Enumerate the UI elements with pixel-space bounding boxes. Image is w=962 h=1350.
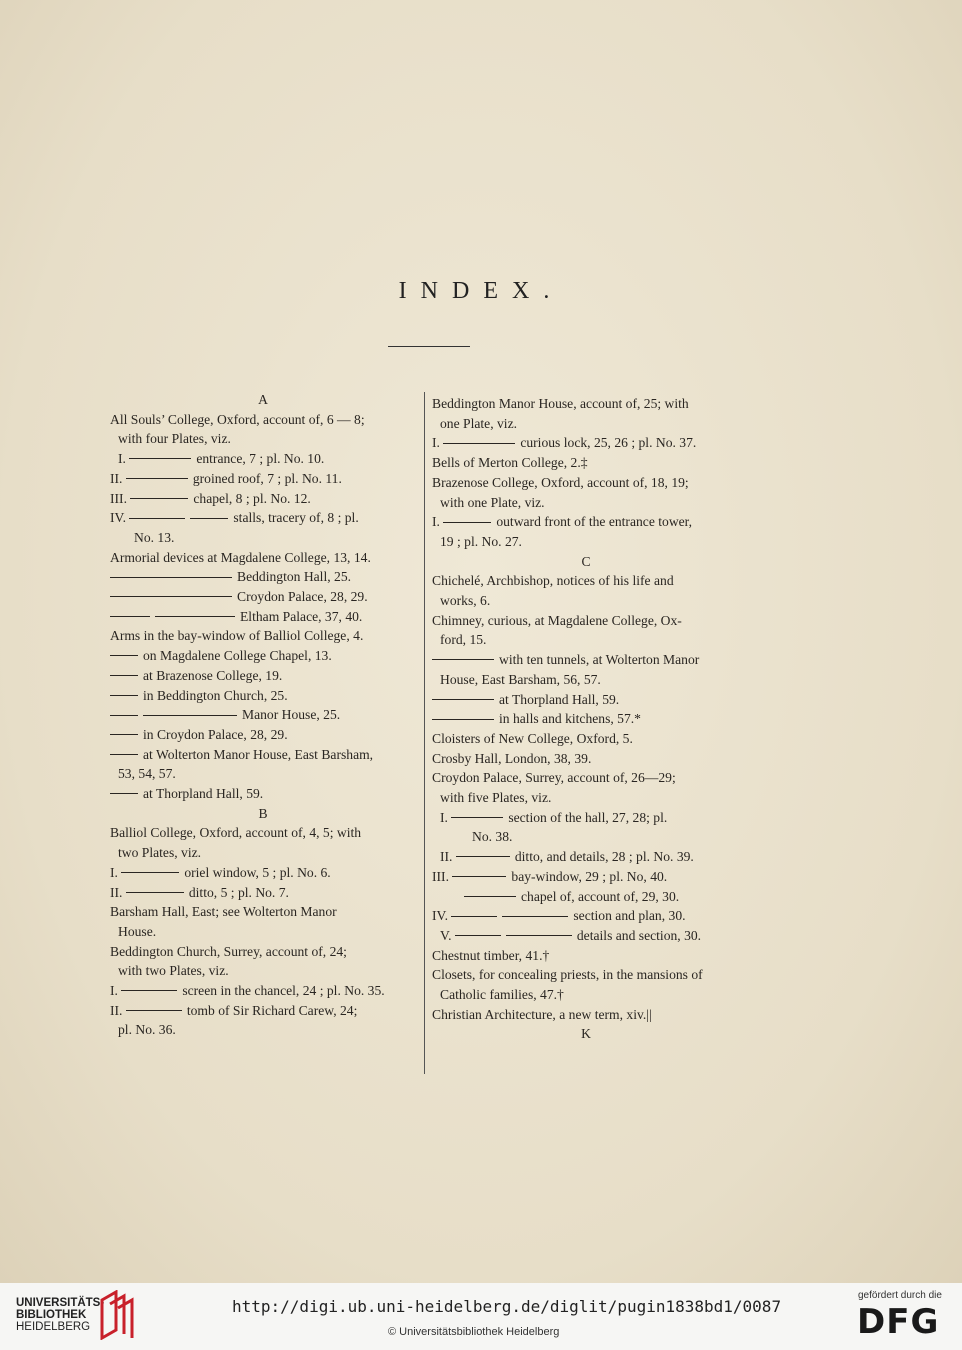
- entry-text: pl. No. 36.: [118, 1022, 176, 1038]
- plate-numeral: III.: [432, 868, 453, 884]
- index-entry-line: [118, 451, 324, 467]
- ditto-rule: [443, 443, 515, 444]
- entry-text: oriel window, 5 ; pl. No. 6.: [184, 864, 331, 880]
- index-entry-line: [118, 845, 201, 861]
- plate-numeral: II.: [440, 849, 456, 865]
- entry-text: Beddington Hall, 25.: [237, 569, 352, 585]
- entry-text: Beddington Manor House, account of, 25; with: [432, 396, 689, 411]
- index-entry-line: [110, 550, 371, 566]
- index-entry-line: [432, 948, 549, 964]
- ditto-rule: [443, 522, 491, 523]
- index-entry-line: [440, 593, 490, 609]
- index-title: INDEX.: [398, 278, 564, 304]
- entry-text: entrance, 7 ; pl. No. 10.: [196, 451, 325, 467]
- index-entry-line: [432, 770, 676, 786]
- ditto-rule: [432, 719, 494, 720]
- ditto-rule: [110, 596, 232, 597]
- entry-text: 19 ; pl. No. 27.: [440, 533, 522, 549]
- index-entry-line: [110, 747, 373, 763]
- ub-line-2: BIBLIOTHEK: [16, 1309, 87, 1321]
- entry-text: A: [258, 392, 268, 407]
- entry-text: in Beddington Church, 25.: [143, 687, 288, 703]
- index-section-letter: [432, 554, 740, 570]
- entry-text: House.: [118, 923, 157, 939]
- plate-numeral: I.: [118, 451, 130, 467]
- entry-text: Croydon Palace, 28, 29.: [237, 589, 368, 604]
- ditto-rule: [110, 577, 232, 578]
- ditto-rule: [452, 876, 506, 877]
- entry-text: outward front of the entrance tower,: [496, 514, 693, 530]
- ditto-rule: [126, 892, 184, 893]
- index-entry-line: [432, 692, 619, 708]
- entry-text: House, East Barsham, 56, 57.: [440, 671, 601, 687]
- index-entry-line: [118, 1022, 176, 1038]
- ub-line-1: UNIVERSITÄTS-: [16, 1297, 105, 1309]
- index-entry-line: [110, 707, 340, 723]
- index-entry-line: [440, 534, 522, 550]
- entry-text: Bells of Merton College, 2.‡: [432, 455, 588, 471]
- index-entry-line: [432, 869, 667, 885]
- plate-numeral: I.: [110, 864, 122, 880]
- index-entry-line: [110, 825, 361, 841]
- entry-text: Brazenose College, Oxford, account of, 18, 19;: [432, 474, 689, 490]
- index-entry-line: [110, 510, 359, 526]
- entry-text: ford, 15.: [440, 632, 487, 648]
- entry-text: Chichelé, Archbishop, notices of his life and: [432, 573, 674, 589]
- entry-text: chapel, 8 ; pl. No. 12.: [193, 490, 311, 506]
- entry-text: Barsham Hall, East; see Wolterton Manor: [110, 904, 337, 920]
- ditto-rule: [121, 872, 179, 873]
- index-entry-line: [432, 573, 674, 589]
- index-entry-line: [432, 1007, 652, 1023]
- entry-text: at Brazenose College, 19.: [143, 667, 283, 683]
- ditto-rule: [110, 793, 138, 794]
- entry-text: Closets, for concealing priests, in the mansions of: [432, 967, 703, 983]
- index-entry-line: [472, 829, 512, 845]
- entry-text: ditto, 5 ; pl. No. 7.: [188, 884, 289, 900]
- index-entry-line: [432, 652, 699, 668]
- plate-numeral: I.: [440, 809, 452, 825]
- entry-text: Cloisters of New College, Oxford, 5.: [432, 730, 633, 746]
- entry-text: stalls, tracery of, 8 ; pl.: [233, 510, 359, 526]
- entry-text: with four Plates, viz.: [118, 431, 231, 447]
- index-entry-line: [440, 495, 545, 511]
- index-entry-line: [432, 475, 689, 491]
- ditto-rule: [121, 990, 177, 991]
- entry-text: chapel of, account of, 29, 30.: [521, 888, 680, 904]
- index-entry-line: [464, 889, 679, 905]
- ditto-rule: [502, 916, 568, 917]
- plate-numeral: II.: [110, 884, 126, 900]
- entry-text: at Thorpland Hall, 59.: [143, 786, 264, 801]
- entry-text: details and section, 30.: [576, 927, 702, 943]
- entry-text: Armorial devices at Magdalene College, 13, 14.: [110, 549, 371, 565]
- index-entry-line: [440, 790, 551, 806]
- index-entry-line: [110, 688, 288, 704]
- entry-text: Arms in the bay-window of Balliol College, 4.: [110, 628, 364, 644]
- index-entry-line: [118, 766, 176, 782]
- ditto-rule: [110, 655, 138, 656]
- entry-text: Beddington Church, Surrey, account of, 24;: [110, 943, 347, 959]
- index-section-letter: [432, 1026, 740, 1042]
- ditto-rule: [456, 856, 510, 857]
- index-entry-line: [110, 491, 311, 507]
- entry-text: Eltham Palace, 37, 40.: [240, 608, 363, 624]
- index-entry-line: [110, 648, 332, 664]
- plate-numeral: V.: [440, 927, 455, 943]
- index-entry-line: [432, 731, 633, 747]
- ub-heidelberg-wordmark: [16, 1297, 104, 1333]
- index-entry-line: [110, 944, 347, 960]
- plate-numeral: I.: [432, 435, 444, 451]
- entry-text: in halls and kitchens, 57.*: [499, 711, 641, 727]
- plate-numeral: I.: [432, 514, 444, 530]
- index-entry-line: [432, 751, 591, 767]
- title-rule: [388, 346, 470, 347]
- index-entry-line: [110, 885, 289, 901]
- ditto-rule: [432, 659, 494, 660]
- entry-text: two Plates, viz.: [118, 845, 202, 861]
- entry-text: Croydon Palace, Surrey, account of, 26—29;: [432, 770, 676, 786]
- ditto-rule: [451, 817, 503, 818]
- index-entry-line: [432, 613, 682, 629]
- entry-text: in Croydon Palace, 28, 29.: [143, 726, 288, 742]
- ditto-rule: [464, 896, 516, 897]
- index-section-letter: [110, 806, 416, 822]
- plate-numeral: I.: [110, 983, 122, 998]
- plate-numeral: II.: [110, 1002, 126, 1018]
- entry-text: at Wolterton Manor House, East Barsham,: [143, 746, 374, 762]
- entry-text: tomb of Sir Richard Carew, 24;: [186, 1002, 358, 1018]
- entry-text: Christian Architecture, a new term, xiv.||: [432, 1006, 652, 1022]
- index-entry-line: [440, 849, 694, 865]
- index-entry-line: [110, 471, 342, 487]
- entry-text: groined roof, 7 ; pl. No. 11.: [192, 470, 342, 486]
- entry-text: Catholic families, 47.†: [440, 987, 564, 1002]
- ditto-rule: [451, 916, 497, 917]
- index-entry-line: [440, 632, 486, 648]
- index-entry-line: [432, 396, 689, 412]
- entry-text: section and plan, 30.: [573, 908, 686, 924]
- index-entry-line: [118, 431, 231, 447]
- footer-bar: [0, 1283, 962, 1350]
- index-entry-line: [110, 412, 365, 428]
- index-entry-line: [440, 928, 701, 944]
- ub-line-3: HEIDELBERG: [16, 1321, 91, 1333]
- plate-numeral: II.: [110, 470, 126, 486]
- entry-text: C: [581, 553, 591, 569]
- index-entry-line: [118, 924, 156, 940]
- index-entry-line: [110, 983, 385, 999]
- index-entry-line: [440, 416, 517, 432]
- entry-text: K: [581, 1026, 591, 1042]
- entry-text: with one Plate, viz.: [440, 494, 545, 510]
- entry-text: one Plate, viz.: [440, 415, 518, 431]
- column-divider: [424, 392, 425, 1074]
- ditto-rule: [126, 1010, 182, 1011]
- index-entry-line: [134, 530, 174, 546]
- ditto-rule: [155, 616, 235, 617]
- index-entry-line: [110, 589, 368, 605]
- page-url-link[interactable]: http://digi.ub.uni-heidelberg.de/diglit/pugin1838bd1/0087: [232, 1297, 782, 1316]
- entry-text: Chestnut timber, 41.†: [432, 947, 550, 963]
- index-entry-line: [110, 569, 351, 585]
- ub-book-logo-icon: [98, 1290, 138, 1340]
- index-entry-line: [432, 908, 686, 924]
- index-entry-line: [118, 963, 229, 979]
- entry-text: ditto, and details, 28 ; pl. No. 39.: [514, 849, 694, 865]
- index-entry-line: [440, 810, 667, 826]
- index-entry-line: [110, 628, 363, 644]
- index-entry-line: [110, 786, 263, 802]
- entry-text: Balliol College, Oxford, account of, 4, 5; with: [110, 825, 362, 841]
- entry-text: Chimney, curious, at Magdalene College, Ox-: [432, 612, 682, 628]
- index-entry-line: [110, 865, 331, 881]
- plate-numeral: IV.: [110, 510, 130, 526]
- entry-text: No. 38.: [472, 829, 513, 845]
- ditto-rule: [110, 695, 138, 696]
- plate-numeral: III.: [110, 490, 131, 506]
- entry-text: Manor House, 25.: [242, 707, 341, 723]
- entry-text: curious lock, 25, 26 ; pl. No. 37.: [520, 435, 697, 451]
- ditto-rule: [506, 935, 572, 936]
- entry-text: All Souls’ College, Oxford, account of, 6 — 8;: [110, 411, 365, 427]
- ditto-rule: [129, 518, 185, 519]
- funding-note: gefördert durch die: [858, 1290, 942, 1301]
- ditto-rule: [432, 699, 494, 700]
- dfg-logo: DFG: [857, 1302, 940, 1342]
- entry-text: works, 6.: [440, 593, 491, 608]
- index-entry-line: [110, 668, 282, 684]
- entry-text: on Magdalene College Chapel, 13.: [143, 648, 332, 664]
- copyright-notice: © Universitätsbibliothek Heidelberg: [388, 1326, 560, 1338]
- entry-text: bay-window, 29 ; pl. No, 40.: [511, 868, 668, 884]
- index-entry-line: [432, 435, 696, 451]
- index-section-letter: [110, 392, 416, 408]
- ditto-rule: [110, 675, 138, 676]
- index-entry-line: [440, 987, 564, 1003]
- ditto-rule: [455, 935, 501, 936]
- ditto-rule: [110, 754, 138, 755]
- entry-text: with ten tunnels, at Wolterton Manor: [499, 652, 700, 668]
- entry-text: Crosby Hall, London, 38, 39.: [432, 750, 592, 766]
- entry-text: with five Plates, viz.: [440, 790, 552, 805]
- index-entry-line: [440, 672, 601, 688]
- index-entry-line: [432, 514, 692, 530]
- ditto-rule: [110, 616, 150, 617]
- index-entry-line: [432, 455, 588, 471]
- ditto-rule: [126, 478, 188, 479]
- entry-text: with two Plates, viz.: [118, 963, 229, 979]
- index-entry-line: [432, 711, 641, 727]
- ditto-rule: [110, 734, 138, 735]
- ditto-rule: [190, 518, 228, 519]
- ditto-rule: [129, 458, 191, 459]
- entry-text: B: [258, 805, 268, 821]
- ditto-rule: [143, 715, 237, 716]
- index-entry-line: [110, 609, 362, 625]
- entry-text: at Thorpland Hall, 59.: [499, 691, 620, 707]
- entry-text: 53, 54, 57.: [118, 766, 176, 782]
- index-entry-line: [110, 727, 288, 743]
- index-entry-line: [110, 904, 337, 920]
- ditto-rule: [110, 715, 138, 716]
- entry-text: section of the hall, 27, 28; pl.: [508, 809, 668, 825]
- entry-text: No. 13.: [134, 529, 175, 545]
- ditto-rule: [130, 498, 188, 499]
- index-entry-line: [432, 967, 703, 983]
- index-entry-line: [110, 1003, 357, 1019]
- plate-numeral: IV.: [432, 908, 452, 924]
- entry-text: screen in the chancel, 24 ; pl. No. 35.: [182, 983, 385, 998]
